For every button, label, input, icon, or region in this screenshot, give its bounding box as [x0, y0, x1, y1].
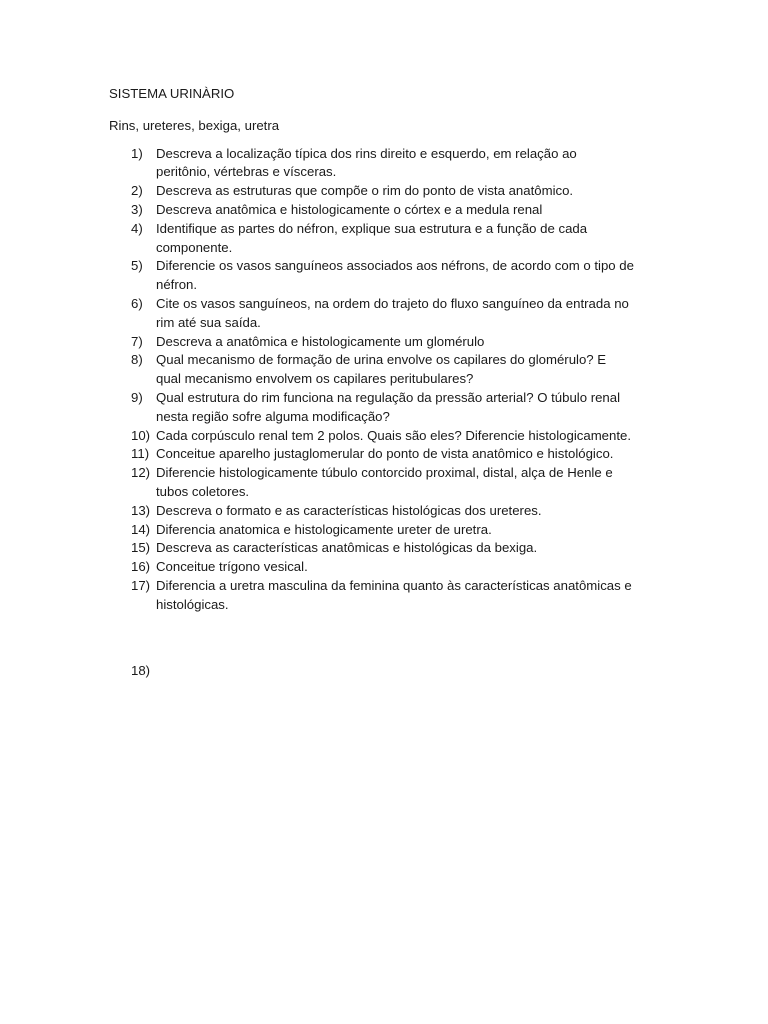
question-text: Descreva as características anatômicas e histológicas da bexiga.	[156, 540, 538, 556]
question-text: Descreva a anatômica e histologicamente um glomérulo	[156, 333, 485, 349]
empty-question-item	[109, 662, 669, 681]
question-text: Identifique as partes do néfron, explique sua estrutura e a função de cada componente.	[156, 220, 588, 255]
question-item	[109, 182, 669, 201]
question-item	[109, 201, 669, 220]
question-number: 13)	[131, 502, 151, 518]
question-text: Cite os vasos sanguíneos, na ordem do trajeto do fluxo sanguíneo da entrada no rim até sua saída.	[156, 295, 629, 330]
question-text: Descreva o formato e as características histológicas dos ureteres.	[156, 502, 542, 518]
question-text: Descreva a localização típica dos rins direito e esquerdo, em relação ao peritônio, vértebras e vísceras.	[156, 145, 577, 180]
question-item	[109, 351, 669, 389]
question-number: 8)	[131, 352, 143, 368]
question-item	[109, 257, 669, 295]
question-text: Diferencie histologicamente túbulo contorcido proximal, distal, alça de Henle e tubos coletores.	[156, 465, 613, 499]
document-subtitle: Rins, ureteres, bexiga, uretra	[109, 117, 280, 133]
question-item	[109, 521, 669, 540]
question-item	[109, 295, 669, 333]
document-content	[109, 85, 669, 681]
question-text: Qual mecanismo de formação de urina envolve os capilares do glomérulo? E qual mecanismo envolvem os capilares peritubulares?	[156, 352, 607, 387]
question-item	[109, 558, 669, 577]
question-text: Diferencia a uretra masculina da feminina quanto às características anatômicas e histológicas.	[156, 577, 632, 612]
question-item	[109, 389, 669, 427]
question-number: 7)	[131, 333, 143, 349]
question-text: Qual estrutura do rim funciona na regulação da pressão arterial? O túbulo renal nesta região sofre alguma modificação?	[156, 389, 621, 424]
question-number: 9)	[131, 389, 143, 405]
question-number: 17)	[131, 577, 151, 593]
question-text: Conceitue aparelho justaglomerular do ponto de vista anatômico e histológico.	[156, 446, 614, 462]
question-item	[109, 464, 669, 502]
question-number: 14)	[131, 521, 151, 537]
question-number: 6)	[131, 295, 143, 311]
question-item	[109, 427, 669, 446]
question-number: 10)	[131, 427, 151, 443]
question-list	[109, 145, 669, 615]
question-number: 16)	[131, 559, 151, 575]
question-number: 3)	[131, 201, 143, 217]
question-text: Diferencie os vasos sanguíneos associados aos néfrons, de acordo com o tipo de néfron.	[156, 258, 634, 293]
question-text: Descreva as estruturas que compõe o rim do ponto de vista anatômico.	[156, 183, 574, 199]
question-item	[109, 445, 669, 464]
question-item	[109, 220, 669, 258]
question-number: 4)	[131, 220, 143, 236]
question-number: 2)	[131, 183, 143, 199]
question-number: 11)	[131, 446, 150, 462]
question-text: Descreva anatômica e histologicamente o córtex e a medula renal	[156, 201, 543, 217]
question-text: Cada corpúsculo renal tem 2 polos. Quais são eles? Diferencie histologicamente.	[156, 427, 632, 443]
question-item	[109, 333, 669, 352]
question-number: 15)	[131, 540, 151, 556]
question-number: 1)	[131, 145, 143, 161]
question-item	[109, 539, 669, 558]
question-number: 18)	[131, 662, 151, 678]
question-item	[109, 145, 669, 183]
question-text: Diferencia anatomica e histologicamente ureter de uretra.	[156, 521, 492, 537]
question-item	[109, 502, 669, 521]
question-item	[109, 577, 669, 615]
document-title: SISTEMA URINÀRIO	[109, 86, 235, 101]
question-number: 12)	[131, 465, 151, 481]
question-text: Conceitue trígono vesical.	[156, 559, 308, 575]
question-number: 5)	[131, 258, 143, 274]
